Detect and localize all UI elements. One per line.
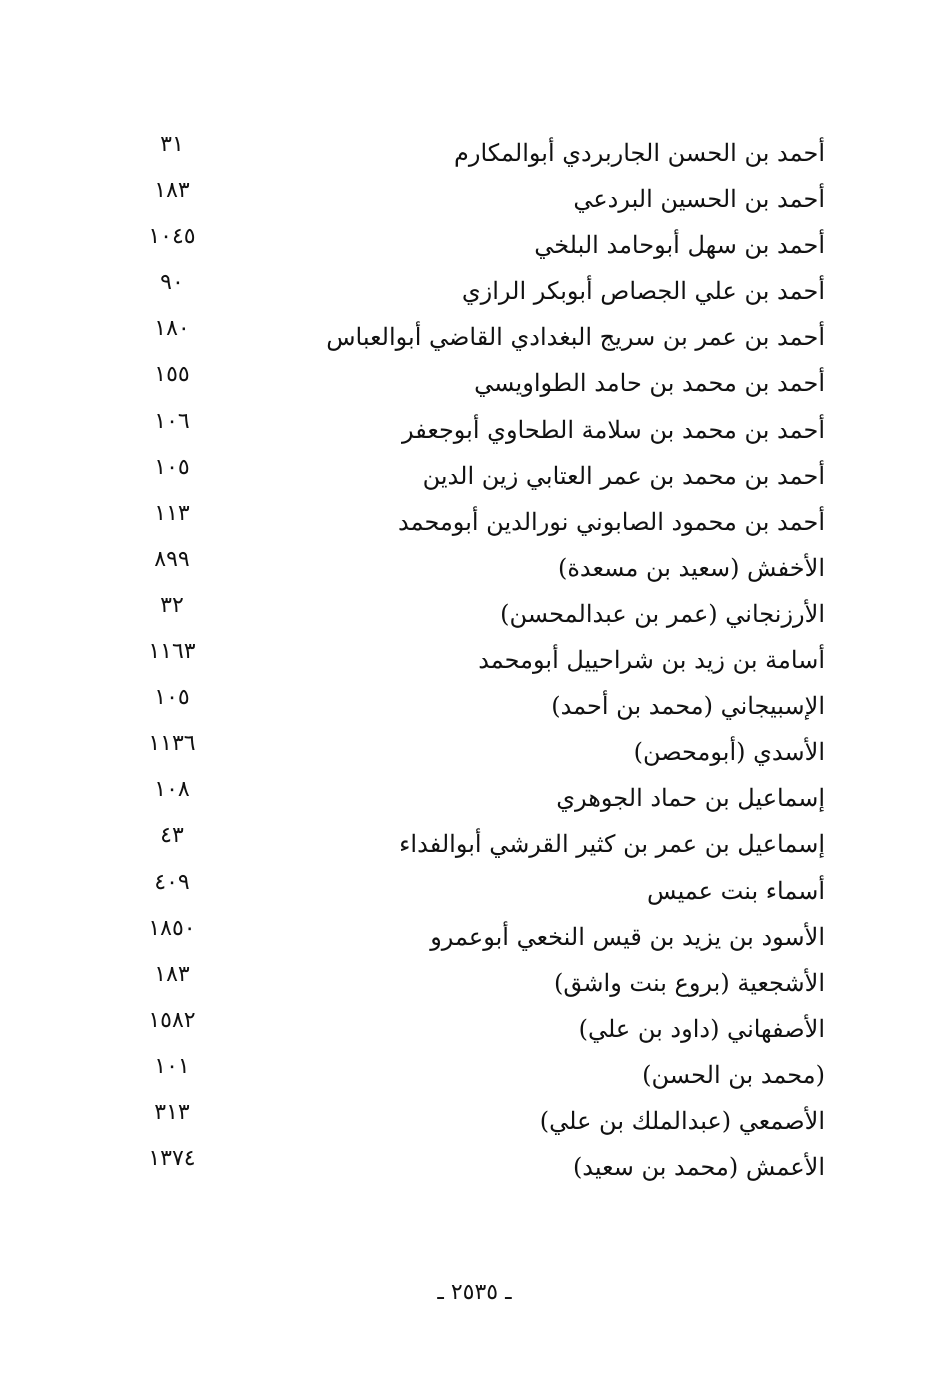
index-entry xyxy=(120,360,825,406)
entry-name: الأشجعية (بروع بنت واشق) xyxy=(554,968,825,997)
entry-name: أحمد بن محمد بن حامد الطواويسي xyxy=(474,369,825,398)
index-entry xyxy=(120,176,825,222)
index-entry xyxy=(120,729,825,775)
entry-name: أحمد بن الحسن الجاربردي أبوالمكارم xyxy=(454,139,825,167)
entry-page-number: ٩٠ xyxy=(160,270,184,296)
index-entry xyxy=(120,222,825,268)
entry-page-number: ٤٣ xyxy=(160,823,184,849)
entry-page-number: ١١٦٣ xyxy=(148,639,196,665)
entry-page-number: ١٥٥ xyxy=(154,362,190,388)
index-entry xyxy=(120,637,825,683)
entry-name: أسماء بنت عميس xyxy=(646,876,825,905)
index-entry xyxy=(120,821,825,867)
entry-name: الأعمش (محمد بن سعيد) xyxy=(572,1153,825,1182)
index-entry xyxy=(120,868,825,914)
entry-name: الأرزنجاني (عمر بن عبدالمحسن) xyxy=(500,599,825,628)
entry-name: الأسود بن يزيد بن قيس النخعي أبوعمرو xyxy=(430,922,825,951)
index-entry xyxy=(120,1006,825,1052)
entry-page-number: ١٠٦ xyxy=(154,408,190,434)
index-entry xyxy=(120,960,825,1006)
index-entry xyxy=(120,268,825,314)
entry-name: أحمد بن سهل أبوحامد البلخي xyxy=(534,231,825,260)
index-entry xyxy=(120,914,825,960)
entry-page-number: ١٨٣ xyxy=(154,178,190,204)
entry-page-number: ٣١٣ xyxy=(154,1099,190,1125)
entry-page-number: ١٨٥٠ xyxy=(148,915,196,941)
entry-page-number: ١٥٨٢ xyxy=(148,1007,196,1033)
entry-page-number: ١٨٠ xyxy=(154,316,190,342)
entry-page-number: ١٠٨ xyxy=(154,777,190,803)
index-entry xyxy=(120,545,825,591)
entry-name: أحمد بن محمود الصابوني نورالدين أبومحمد xyxy=(397,507,825,536)
index-entry xyxy=(120,453,825,499)
entry-name: الأصمعي (عبدالملك بن علي) xyxy=(539,1106,825,1135)
entry-name: الأصفهاني (داود بن علي) xyxy=(578,1014,825,1043)
entry-page-number: ٣٢ xyxy=(160,592,184,618)
entry-name: الأسدي (أبومحصن) xyxy=(633,738,825,767)
index-entry xyxy=(120,407,825,453)
entry-name: أحمد بن محمد بن عمر العتابي زين الدين xyxy=(422,461,825,490)
entry-name: إسماعيل بن عمر بن كثير القرشي أبوالفداء xyxy=(399,830,825,859)
entry-name: الأخفش (سعيد بن مسعدة) xyxy=(557,553,825,582)
index-entry xyxy=(120,683,825,729)
entry-page-number: ١٨٣ xyxy=(154,961,190,987)
entry-page-number: ١١٣ xyxy=(154,500,190,526)
entry-name: أسامة بن زيد بن شراحييل أبومحمد xyxy=(478,646,825,675)
index-entry xyxy=(120,775,825,821)
entry-name: الإسبيجاني (محمد بن أحمد) xyxy=(551,692,825,721)
entry-name: أحمد بن علي الجصاص أبوبكر الرازي xyxy=(461,277,825,306)
index-entry xyxy=(120,1144,825,1190)
entry-name: أحمد بن الحسين البردعي xyxy=(573,185,825,214)
entry-page-number: ٨٩٩ xyxy=(154,546,190,572)
entry-page-number: ٤٠٩ xyxy=(154,869,190,895)
entry-name: (محمد بن الحسن) xyxy=(642,1060,825,1089)
entry-name: إسماعيل بن حماد الجوهري xyxy=(556,784,825,813)
index-entry xyxy=(120,1052,825,1098)
index-entry xyxy=(120,499,825,545)
index-list xyxy=(120,130,825,1190)
entry-page-number: ١٠٥ xyxy=(154,685,190,711)
index-entry xyxy=(120,130,825,176)
entry-page-number: ١٣٧٤ xyxy=(148,1146,196,1172)
entry-page-number: ٣١ xyxy=(160,132,184,157)
entry-page-number: ١٠٥ xyxy=(154,454,190,480)
index-entry xyxy=(120,314,825,360)
entry-page-number: ١١٣٦ xyxy=(148,731,196,757)
entry-page-number: ١٠١ xyxy=(154,1053,190,1079)
entry-name: أحمد بن عمر بن سريج البغدادي القاضي أبوالعباس xyxy=(326,323,825,352)
entry-page-number: ١٠٤٥ xyxy=(148,224,196,250)
page-number: ـ ٢٥٣٥ ـ xyxy=(437,1280,512,1305)
index-entry xyxy=(120,1098,825,1144)
index-entry xyxy=(120,591,825,637)
entry-name: أحمد بن محمد بن سلامة الطحاوي أبوجعفر xyxy=(401,415,825,444)
